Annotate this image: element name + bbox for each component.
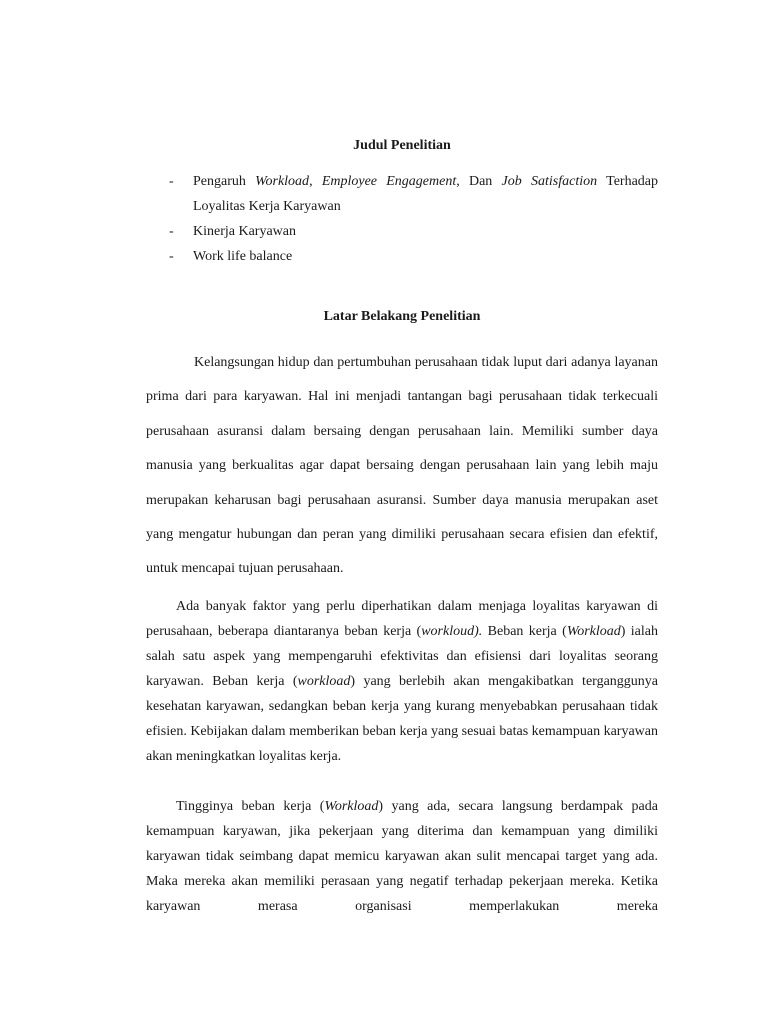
list-dash: - bbox=[169, 249, 174, 264]
section-title-judul: Judul Penelitian bbox=[353, 138, 451, 153]
list-item-italic: Employee Engagement bbox=[321, 174, 457, 189]
paragraph-italic: workload bbox=[297, 674, 351, 689]
list-item-text: , Dan bbox=[456, 174, 502, 189]
list-item-italic: Job Satisfaction bbox=[501, 174, 598, 189]
list-item-text: Work life balance bbox=[193, 249, 293, 264]
list-item-text: Pengaruh bbox=[193, 174, 256, 189]
list-item-text: Kinerja Karyawan bbox=[193, 224, 297, 239]
paragraph-1: Kelangsungan hidup dan pertumbuhan perusahaan tidak luput dari adanya layanan prima dari para karyawan. Hal ini menjadi tantangan bagi perusahaan tidak terkecuali perusahaan asuransi dalam bersaing dengan perusahaan lain. Memiliki sumber daya manusia yang berkualitas agar dapat bersaing dengan perusahaan lain yang lebih maju merupakan keharusan bagi perusahaan asuransi. Sumber daya manusia merupakan aset yang mengatur hubungan dan peran yang dimiliki perusahaan secara efisien dan efektif, untuk mencapai tujuan perusahaan. bbox=[146, 355, 658, 577]
paragraph-text: ) yang berlebih akan mengakibatkan terganggunya kesehatan karyawan, sedangkan beban kerja yang kurang menyebabkan perusahaan tidak efisien. Kebijakan dalam memberikan beban kerja yang sesuai batas kemampuan karyawan akan meningkatkan loyalitas kerja. bbox=[146, 674, 658, 764]
paragraph-italic: Workload bbox=[324, 799, 379, 814]
list-item-italic: Workload bbox=[255, 174, 310, 189]
research-title-list bbox=[169, 169, 658, 269]
paragraph-italic: Workload bbox=[566, 624, 621, 639]
paragraph-2 bbox=[146, 594, 658, 769]
paragraph-text: ) yang ada, secara langsung berdampak pada kemampuan karyawan, jika pekerjaan yang diterima dan kemampuan yang dimiliki karyawan tidak seimbang dapat memicu karyawan akan sulit mencapai target yang ada. Maka mereka akan memiliki perasaan yang negatif terhadap pekerjaan mereka. Ketika karyawan merasa organisasi memperlakukan mereka bbox=[146, 799, 658, 914]
list-item-text: Terhadap Loyalitas Kerja Karyawan bbox=[193, 174, 658, 214]
list-dash: - bbox=[169, 224, 174, 239]
list-item bbox=[169, 219, 658, 244]
list-dash: - bbox=[169, 174, 174, 189]
section-title-latar-belakang: Latar Belakang Penelitian bbox=[323, 309, 481, 324]
list-item bbox=[169, 244, 658, 269]
paragraph-3 bbox=[146, 794, 658, 919]
paragraph-text: Tingginya beban kerja ( bbox=[176, 799, 325, 814]
list-item bbox=[169, 169, 658, 219]
paragraph-text: Ada banyak faktor yang perlu diperhatikan dalam menjaga loyalitas karyawan di perusahaan, beberapa diantaranya beban kerja ( bbox=[146, 599, 658, 639]
list-item-text: , bbox=[309, 174, 322, 189]
paragraph-text: ) ialah salah satu aspek yang mempengaruhi efektivitas dan efisiensi dari loyalitas seorang karyawan. Beban kerja ( bbox=[146, 624, 658, 689]
paragraph-text: Beban kerja ( bbox=[482, 624, 567, 639]
paragraph-italic: workloud). bbox=[421, 624, 483, 639]
